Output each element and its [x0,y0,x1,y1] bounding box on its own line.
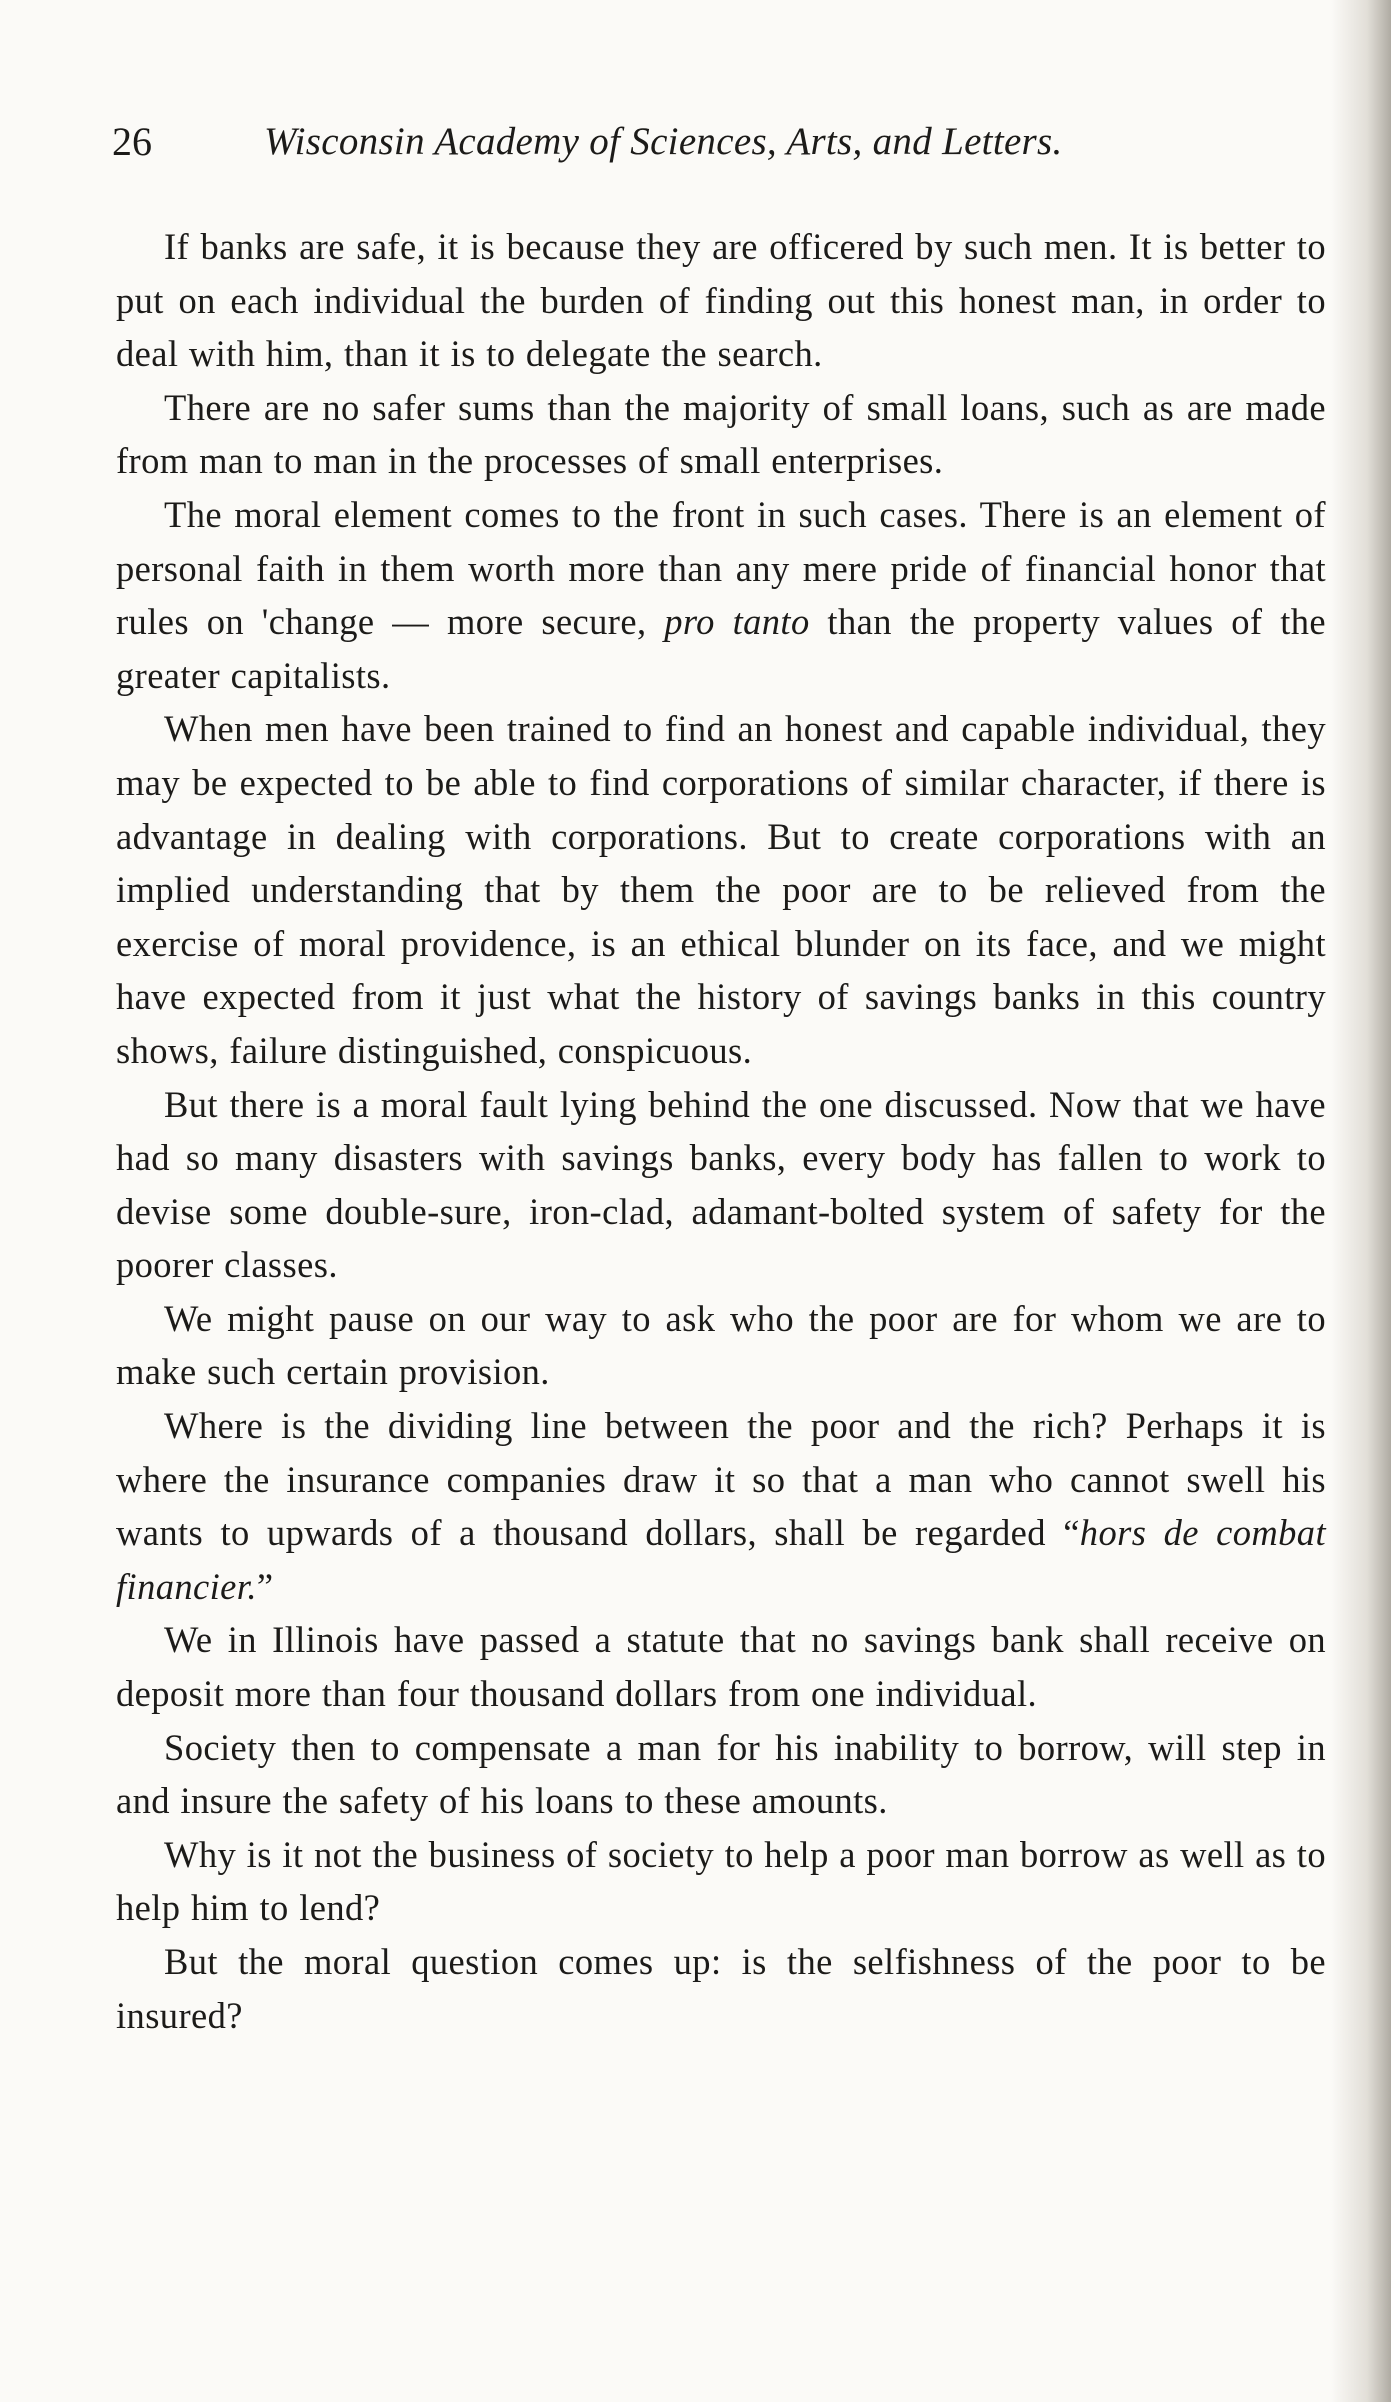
paragraph-help-borrow: Why is it not the business of society to help a poor man borrow as well as to help him to lend? [116,1833,1326,1929]
paragraph-text: The moral element comes to the front in such cases. There is an element of personal faith in them worth more than any mere pride of financial honor that rules on 'change — more secure, [116,493,1326,643]
paragraph-corporations: When men have been trained to find an honest and capable individual, they may be expected to be able to find corporations of similar character, if there is advantage in dealing with corporations. But to create corporations with an implied understanding that by them the poor are to be relieved from the exercise of moral providence, is an ethical blunder on its face, and we might have expected from it just what the history of savings banks in this country shows, failure distinguished, conspicuous. [116,708,1326,1071]
paragraph-moral-question: But the moral question comes up: is the selfishness of the poor to be insured? [116,1941,1326,2036]
paragraph-illinois-statute: We in Illinois have passed a statute that no savings bank shall receive on deposit more than four thousand dollars from one individual. [116,1619,1326,1715]
paragraph-who-are-poor: We might pause on our way to ask who the poor are for whom we are to make such certain provision. [116,1297,1326,1393]
page-header [112,112,1327,172]
paragraph-moral-element [116,488,1326,702]
running-title: Wisconsin Academy of Sciences, Arts, and Letters. [264,120,1063,163]
paragraph-society-compensate: Society then to compensate a man for his inability to borrow, will step in and insure the safety of his loans to these amounts. [116,1726,1326,1822]
paragraph-dividing-line [116,1399,1326,1613]
body-text [116,220,1326,2042]
italic-phrase: pro tanto [664,601,810,643]
paragraph-text: ” [256,1565,274,1607]
paragraph-moral-fault: But there is a moral fault lying behind the one discussed. Now that we have had so many disasters with savings banks, every body has fallen to work to devise some double-sure, iron-clad, adamant-bolted system of safety for the poorer classes. [116,1083,1326,1286]
paragraph-small-loans: There are no safer sums than the majority of small loans, such as are made from man to man in the processes of small enterprises. [116,386,1326,482]
paragraph-banks-safe: If banks are safe, it is because they are officered by such men. It is better to put on each individual the burden of finding out this honest man, in order to deal with him, than it is to delegate the search. [116,226,1326,375]
paragraph-text: than the property values of the greater capitalists. [116,601,1326,696]
italic-phrase: hors de combat financier. [116,1512,1326,1607]
binding-shadow [1331,0,1391,2402]
page-number: 26 [112,119,152,164]
paragraph-text: Where is the dividing line between the poor and the rich? Perhaps it is where the insurance companies draw it so that a man who cannot swell his wants to upwards of a thousand dollars, shall be regarded “ [116,1405,1326,1554]
